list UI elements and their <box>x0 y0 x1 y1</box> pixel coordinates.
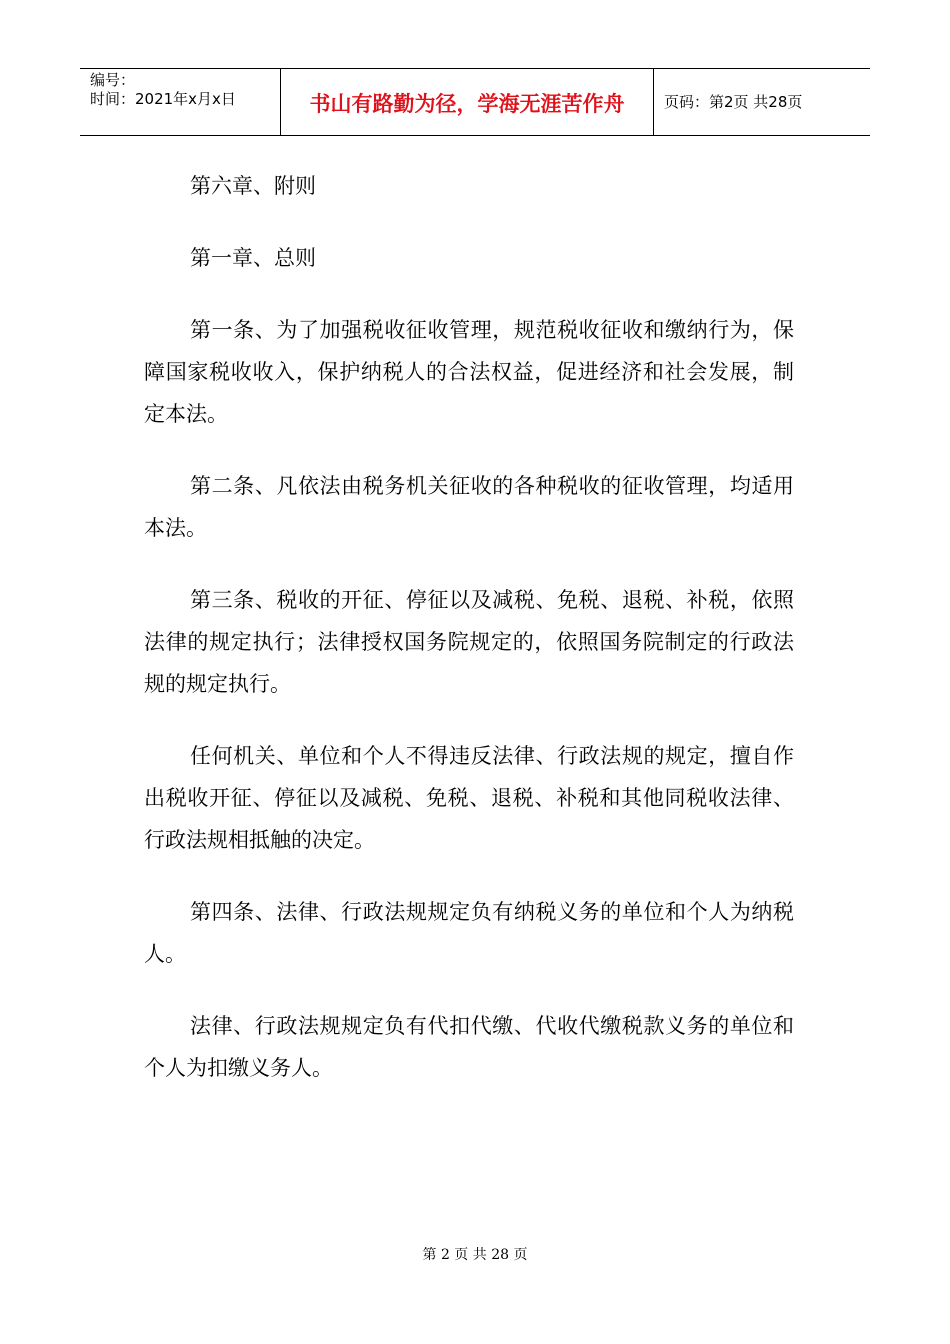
article-paragraph: 任何机关、单位和个人不得违反法律、行政法规的规定，擅自作出税收开征、停征以及减税、免税、退税、补税和其他同税收法律、行政法规相抵触的决定。 <box>144 744 794 852</box>
article-paragraph: 第二条、凡依法由税务机关征收的各种税收的征收管理，均适用本法。 <box>144 474 794 540</box>
header-page-code: 页码：第2页 共28页 <box>664 93 803 111</box>
page-footer: 第 2 页 共 28 页 <box>422 1247 528 1263</box>
chapter-heading: 第六章、附则 <box>190 174 316 198</box>
article-paragraph: 第一条、为了加强税收征收管理，规范税收征收和缴纳行为，保障国家税收收入，保护纳税人的合法权益，促进经济和社会发展，制定本法。 <box>144 318 794 426</box>
header-motto: 书山有路勤为径，学海无涯苦作舟 <box>309 92 625 116</box>
header-info-cell <box>80 69 281 135</box>
article-paragraph: 法律、行政法规规定负有代扣代缴、代收代缴税款义务的单位和个人为扣缴义务人。 <box>144 1014 794 1080</box>
page-header <box>80 68 870 136</box>
header-motto-cell <box>281 69 654 135</box>
article-paragraph: 第四条、法律、行政法规规定负有纳税义务的单位和个人为纳税人。 <box>144 900 794 966</box>
document-body <box>144 165 794 1119</box>
article-paragraph: 第三条、税收的开征、停征以及减税、免税、退税、补税，依照法律的规定执行；法律授权国务院规定的，依照国务院制定的行政法规的规定执行。 <box>144 588 794 696</box>
document-number-label: 编号： <box>90 71 136 89</box>
chapter-heading: 第一章、总则 <box>190 246 316 270</box>
header-page-cell <box>654 69 870 135</box>
document-date-label: 时间：2021年x月x日 <box>90 90 236 108</box>
